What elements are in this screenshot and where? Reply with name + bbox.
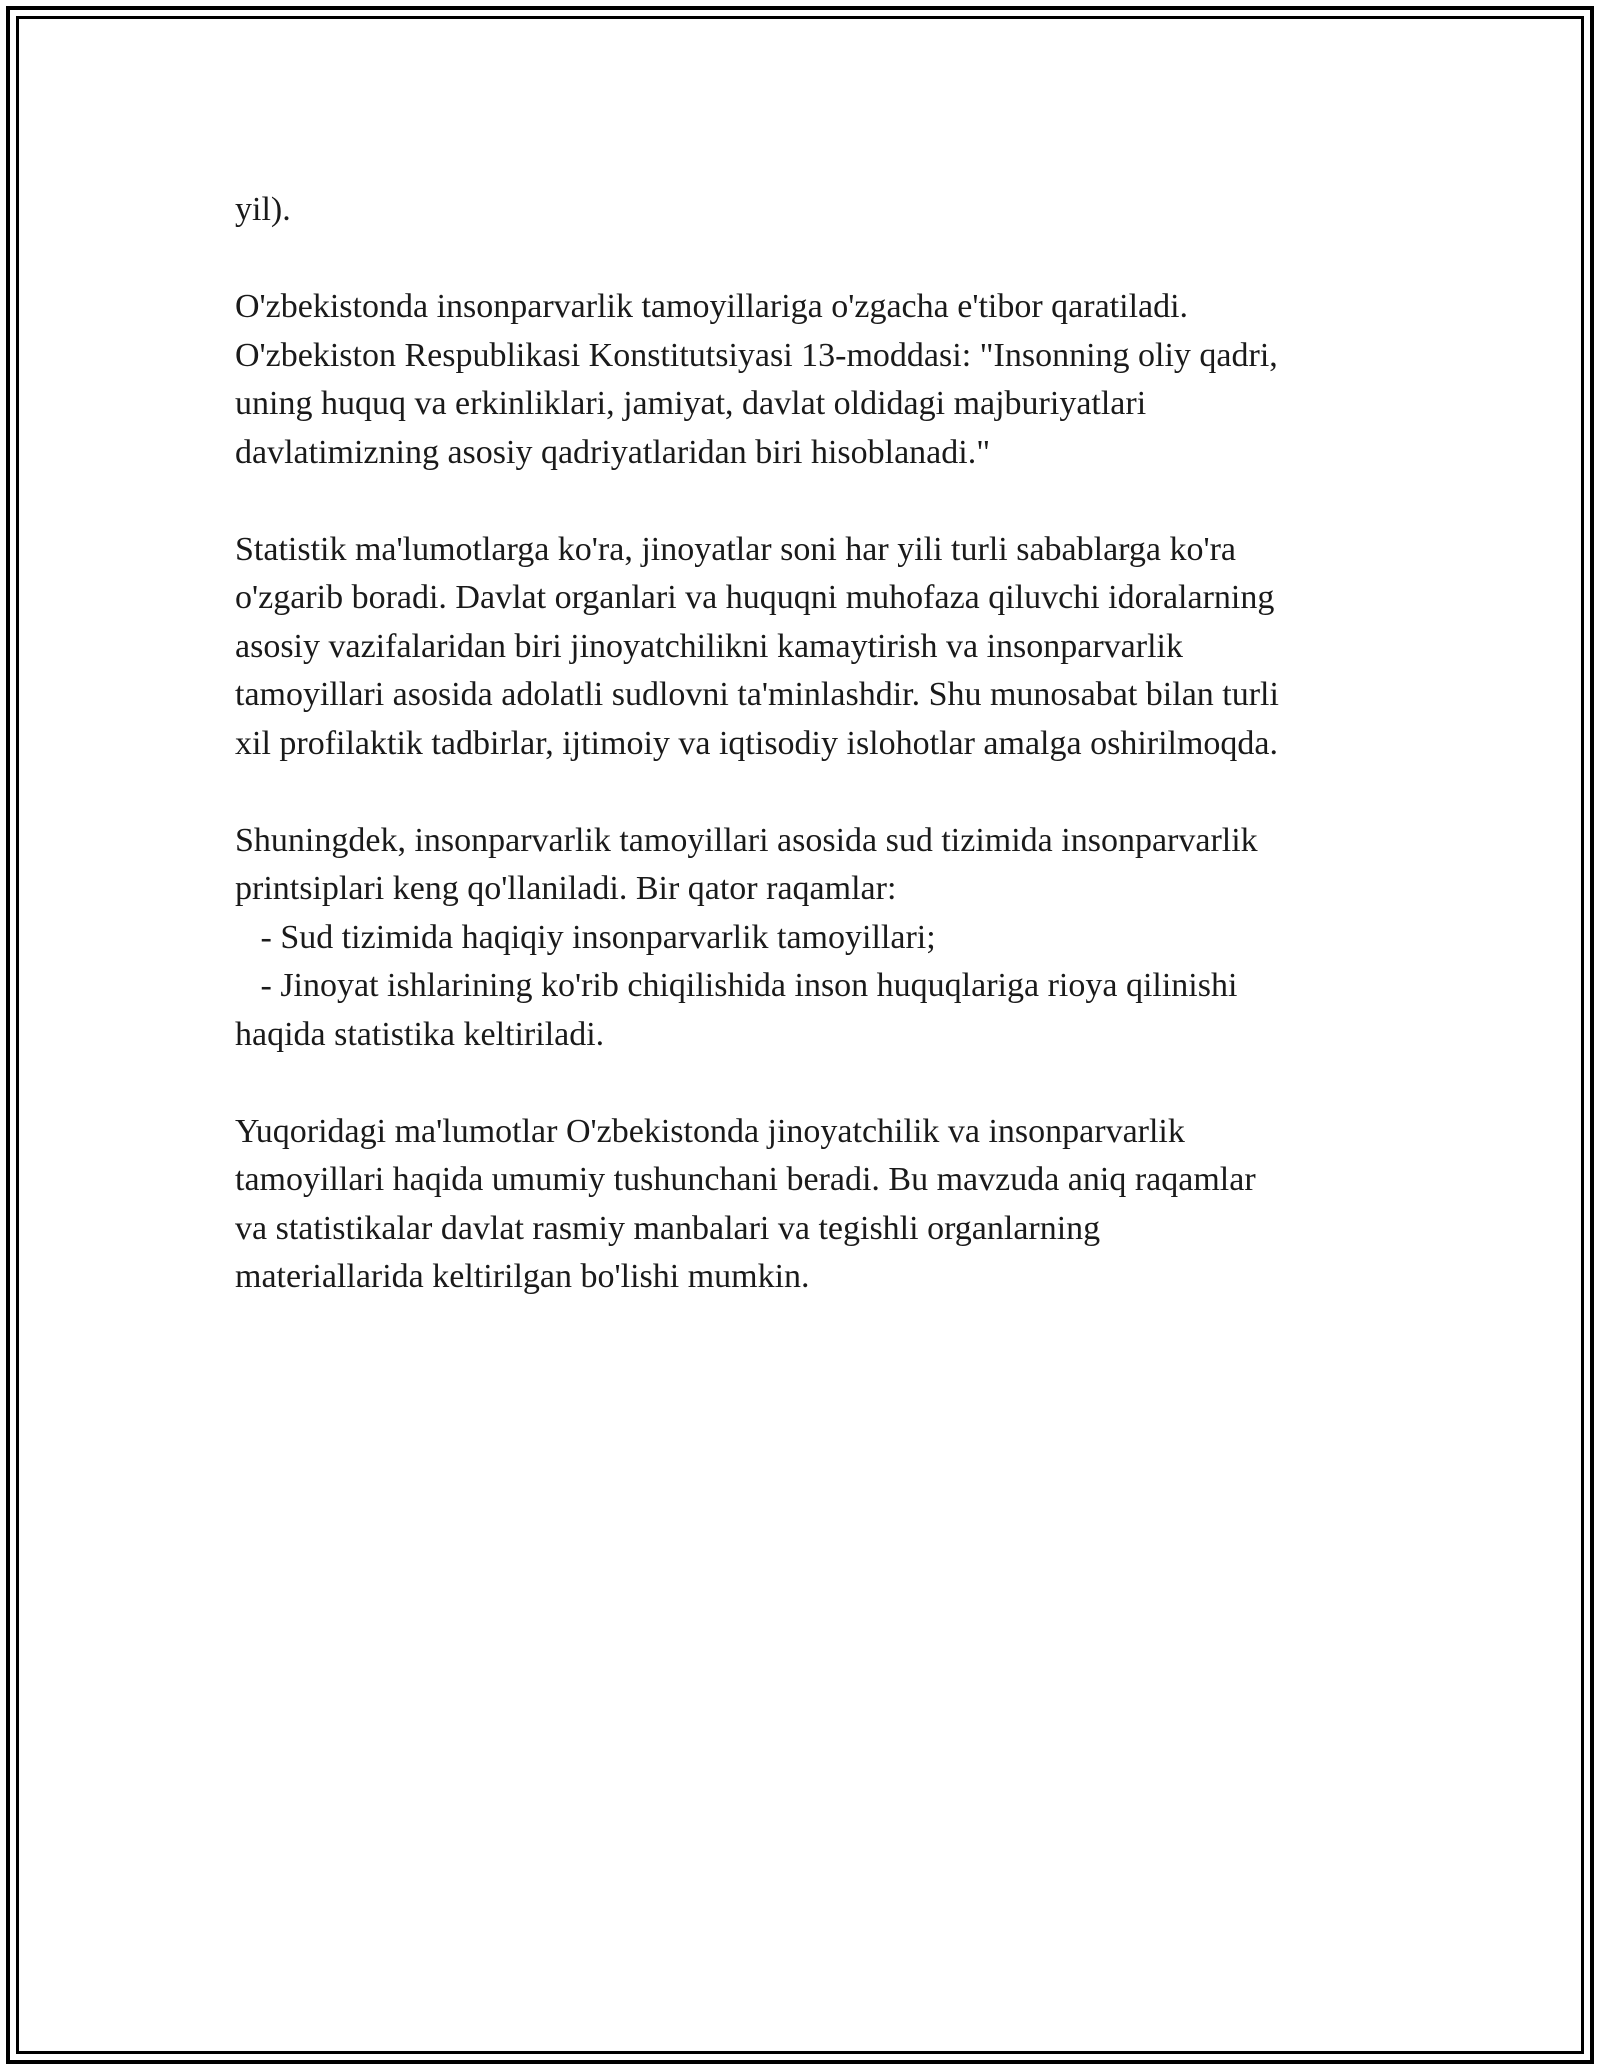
paragraph-constitution bbox=[235, 283, 1395, 477]
text-line: xil profilaktik tadbirlar, ijtimoiy va iqtisodiy islohotlar amalga oshirilmoqda. bbox=[235, 724, 1279, 762]
text-line: yil). bbox=[235, 191, 291, 228]
text-line: printsiplari keng qo'llaniladi. Bir qator raqamlar: bbox=[235, 870, 897, 907]
text-line: haqida statistika keltiriladi. bbox=[235, 1015, 605, 1053]
text-line: Statistik ma'lumotlarga ko'ra, jinoyatlar soni har yili turli sabablarga ko'ra bbox=[235, 530, 1237, 568]
list-item: - Sud tizimida haqiqiy insonparvarlik tamoyillari; bbox=[235, 918, 936, 956]
document-body bbox=[235, 186, 1395, 1350]
paragraph-conclusion bbox=[235, 1108, 1395, 1302]
text-line: materiallarida keltirilgan bo'lishi mumkin. bbox=[235, 1258, 810, 1295]
text-line: O'zbekistonda insonparvarlik tamoyillariga o'zgacha e'tibor qaratiladi. bbox=[235, 288, 1189, 325]
text-line: Shuningdek, insonparvarlik tamoyillari asosida sud tizimida insonparvarlik bbox=[235, 821, 1258, 859]
text-line: uning huquq va erkinliklari, jamiyat, davlat oldidagi majburiyatlari bbox=[235, 385, 1147, 422]
text-line: davlatimizning asosiy qadriyatlaridan biri hisoblanadi." bbox=[235, 433, 991, 471]
text-line: va statistikalar davlat rasmiy manbalari va tegishli organlarning bbox=[235, 1209, 1101, 1247]
text-line: tamoyillari haqida umumiy tushunchani beradi. Bu mavzuda aniq raqamlar bbox=[235, 1161, 1256, 1198]
text-line: asosiy vazifalaridan biri jinoyatchilikni kamaytirish va insonparvarlik bbox=[235, 627, 1183, 665]
text-line: tamoyillari asosida adolatli sudlovni ta'minlashdir. Shu munosabat bilan turli bbox=[235, 676, 1279, 713]
paragraph-continuation bbox=[235, 186, 1395, 235]
text-line: O'zbekiston Respublikasi Konstitutsiyasi 13-moddasi: "Insonning oliy qadri, bbox=[235, 336, 1278, 374]
paragraph-statistics bbox=[235, 526, 1395, 769]
list-item: - Jinoyat ishlarining ko'rib chiqilishida inson huquqlariga rioya qilinishi bbox=[235, 967, 1238, 1004]
text-line: o'zgarib boradi. Davlat organlari va huquqni muhofaza qiluvchi idoralarning bbox=[235, 579, 1275, 616]
paragraph-court-system bbox=[235, 817, 1395, 1060]
text-line: Yuqoridagi ma'lumotlar O'zbekistonda jinoyatchilik va insonparvarlik bbox=[235, 1112, 1185, 1150]
